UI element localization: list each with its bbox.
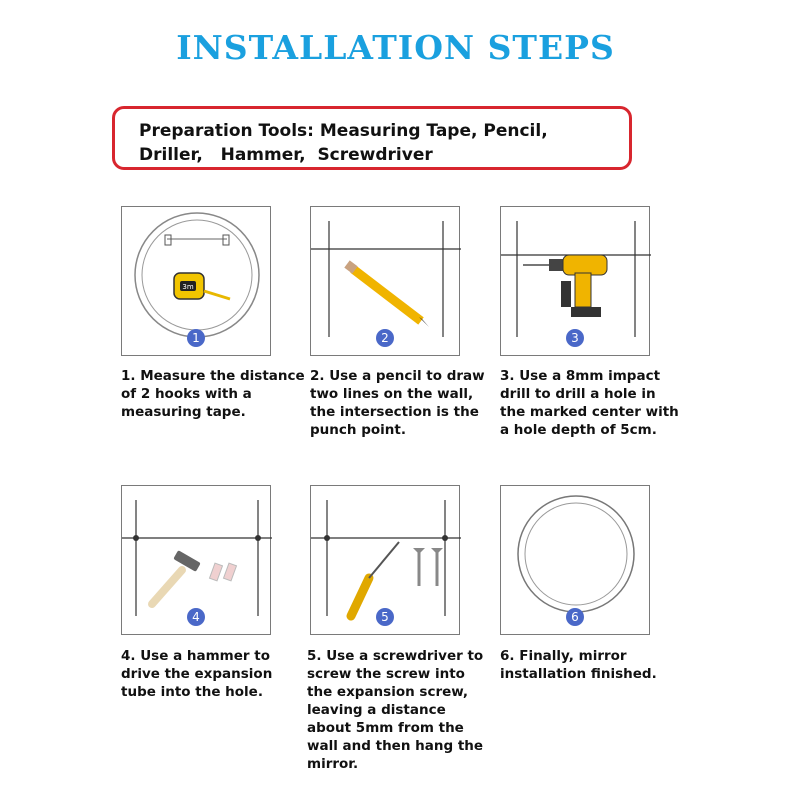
step-5-illustration: [310, 485, 460, 635]
tools-line-1: Preparation Tools: Measuring Tape, Pencil,: [139, 121, 548, 141]
step-6-badge: 6: [566, 608, 584, 626]
page-title: INSTALLATION STEPS: [176, 28, 615, 67]
step-3-badge: 3: [566, 329, 584, 347]
tape-label: 3m: [182, 283, 194, 291]
tools-line-2: Driller, Hammer, Screwdriver: [139, 145, 433, 165]
step-6-caption: 6. Finally, mirror installation finished.: [500, 648, 657, 682]
step-1-caption: 1. Measure the distance of 2 hooks with a measuring tape.: [121, 368, 305, 420]
step-2-illustration: [310, 206, 460, 356]
step-5-badge: 5: [376, 608, 394, 626]
step-3-illustration: [500, 206, 650, 356]
step-4-illustration: [121, 485, 271, 635]
step-5-caption: 5. Use a screwdriver to screw the screw into the expansion screw, leaving a distance about 5mm from the wall and then hang the mirror.: [307, 648, 484, 772]
step-2-badge: 2: [376, 329, 394, 347]
step-1-illustration: [121, 206, 271, 356]
step-4-caption: 4. Use a hammer to drive the expansion tube into the hole.: [121, 648, 273, 700]
step-3-caption: 3. Use a 8mm impact drill to drill a hole in the marked center with a hole depth of 5cm.: [500, 368, 679, 438]
step-4-badge: 4: [187, 608, 205, 626]
step-1-badge: 1: [187, 329, 205, 347]
step-6-illustration: [500, 485, 650, 635]
step-2-caption: 2. Use a pencil to draw two lines on the wall, the intersection is the punch point.: [310, 368, 485, 438]
preparation-tools-box: [112, 106, 632, 170]
